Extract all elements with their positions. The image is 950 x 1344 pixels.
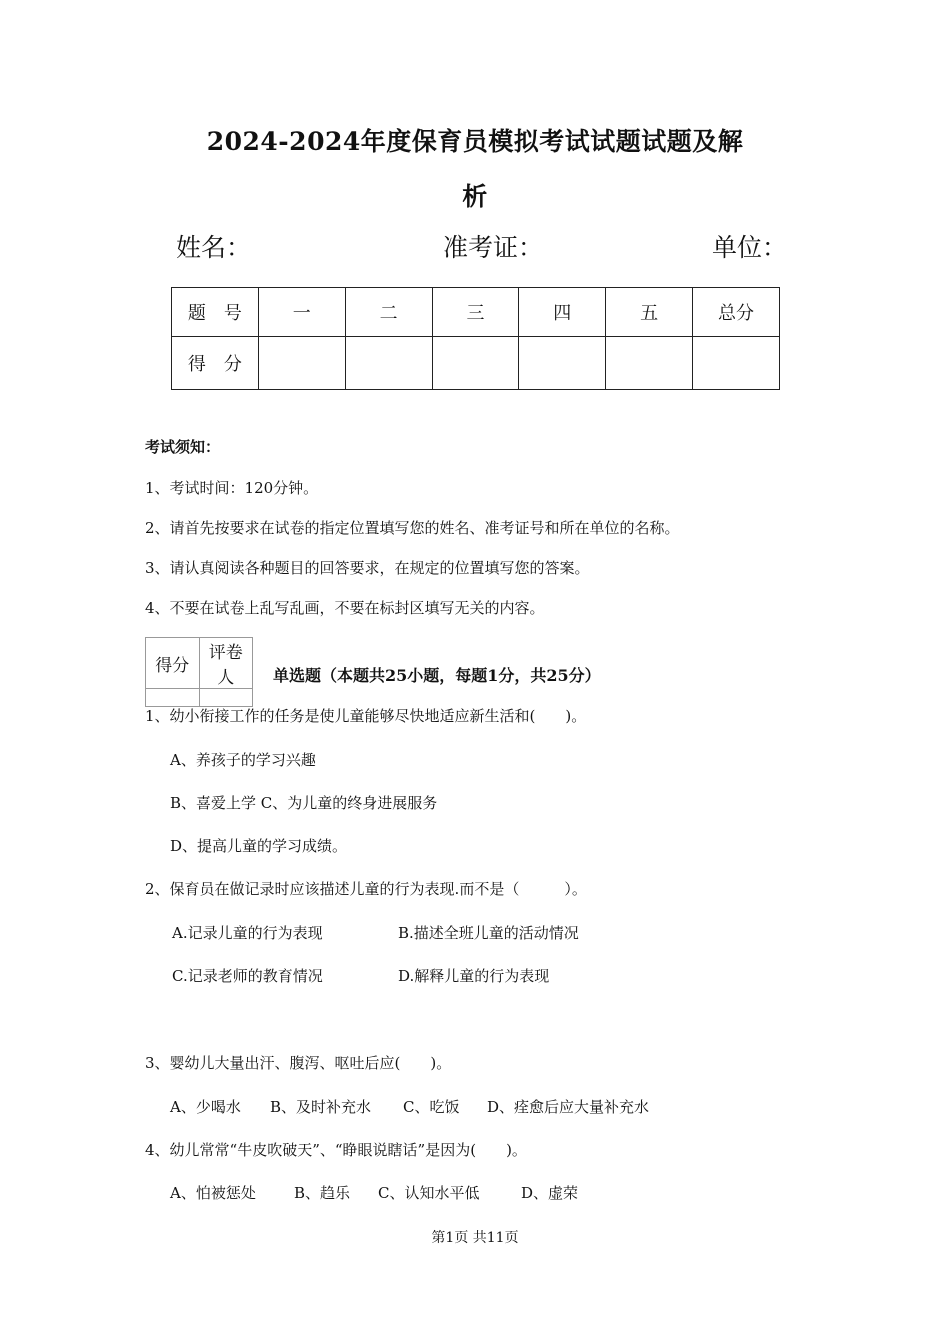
question-stem: 1、幼小衔接工作的任务是使儿童能够尽快地适应新生活和( )。 [145,707,587,725]
score-entry-cell[interactable] [519,337,606,390]
score-header-cell: 四 [519,288,606,337]
question-option: A、养孩子的学习兴趣 [170,751,316,769]
score-table [171,287,780,390]
question-option: B.描述全班儿童的活动情况 [398,924,579,942]
score-table-header-row [172,288,780,337]
score-header-cell: 一 [258,288,345,337]
grader-name-cell[interactable] [199,689,253,707]
question-option: B、喜爱上学 C、为儿童的终身进展服务 [170,794,438,812]
question-option: C、吃饭 [403,1098,460,1116]
question-option: C.记录老师的教育情况 [172,967,323,985]
score-header-cell: 三 [432,288,519,337]
name-field-label: 姓名： [176,233,252,262]
question-option: D、提高儿童的学习成绩。 [170,837,348,855]
score-entry-cell[interactable] [345,337,432,390]
notice-item: 1、考试时间：120分钟。 [145,479,319,497]
question-option: C、认知水平低 [378,1184,480,1202]
notice-item: 2、请首先按要求在试卷的指定位置填写您的姓名、准考证号和所在单位的名称。 [145,519,680,537]
question-option: B、趋乐 [294,1184,351,1202]
grader-score-label: 得分 [146,638,200,689]
question-option: D.解释儿童的行为表现 [398,967,550,985]
score-row-label: 得 分 [172,337,259,390]
notice-item: 4、不要在试卷上乱写乱画，不要在标封区填写无关的内容。 [145,599,545,617]
grader-score-cell[interactable] [146,689,200,707]
score-header-cell: 总分 [693,288,780,337]
score-header-cell: 题 号 [172,288,259,337]
score-table-score-row [172,337,780,390]
question-option: D、虚荣 [521,1184,579,1202]
page-title: 2024-2024年度保育员模拟考试试题试题及解 [206,127,744,156]
question-option: A、少喝水 [170,1098,241,1116]
exam-id-field-label: 准考证： [443,233,544,262]
notice-heading: 考试须知： [145,438,221,456]
question-option: B、及时补充水 [270,1098,372,1116]
score-header-cell: 二 [345,288,432,337]
notice-item: 3、请认真阅读各种题目的回答要求，在规定的位置填写您的答案。 [145,559,590,577]
score-entry-cell[interactable] [693,337,780,390]
question-stem: 4、幼儿常常“牛皮吹破天”、“睁眼说瞎话”是因为( )。 [145,1141,527,1159]
score-entry-cell[interactable] [432,337,519,390]
question-stem: 3、婴幼儿大量出汗、腹泻、呕吐后应( )。 [145,1054,452,1072]
unit-field-label: 单位： [712,233,788,262]
question-option: A.记录儿童的行为表现 [172,924,323,942]
section-heading: 单选题（本题共25小题，每题1分，共25分） [273,666,601,685]
question-option: A、怕被惩处 [170,1184,256,1202]
grader-box [145,637,253,707]
page-title-continued: 析 [462,182,488,211]
score-entry-cell[interactable] [258,337,345,390]
question-option: D、痊愈后应大量补充水 [487,1098,650,1116]
question-stem: 2、保育员在做记录时应该描述儿童的行为表现.而不是（ ）。 [145,880,587,898]
score-header-cell: 五 [606,288,693,337]
grader-name-label: 评卷人 [199,638,253,689]
page-footer: 第1页 共11页 [431,1230,519,1246]
score-entry-cell[interactable] [606,337,693,390]
